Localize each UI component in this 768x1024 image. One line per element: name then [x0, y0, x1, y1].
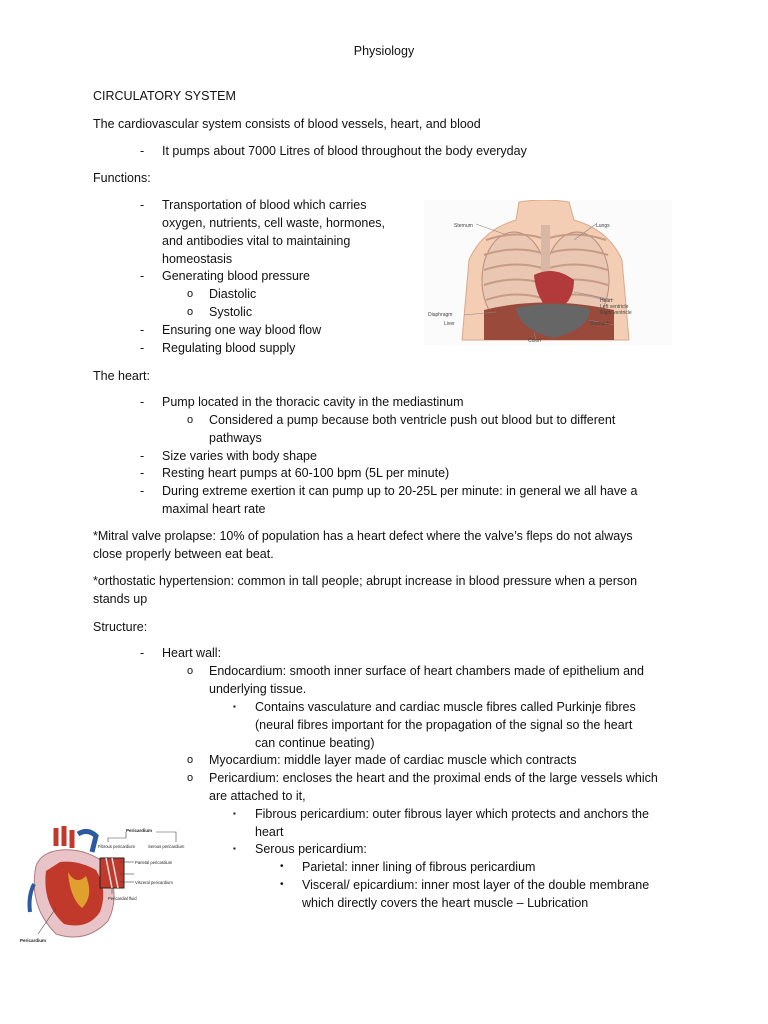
sub-item: are attached to it,: [209, 789, 306, 803]
circle-bullet: o: [187, 754, 194, 766]
thoracic-cavity-figure: [424, 200, 672, 345]
square-bullet: ▪: [233, 809, 236, 818]
note-text: *Mitral valve prolapse: 10% of population has a heart defect where the valve’s fleps do not always: [93, 529, 633, 543]
fig1-label-heart: Heart: [600, 298, 613, 304]
sub-item: pathways: [209, 431, 262, 445]
function-item: Ensuring one way blood flow: [162, 323, 322, 337]
fig2-label-pericardium-bottom: Pericardium: [20, 938, 47, 943]
function-item: Generating blood pressure: [162, 269, 311, 283]
heart-item: Size varies with body shape: [162, 449, 317, 463]
heart-item: Resting heart pumps at 60-100 bpm (5L per minute): [162, 466, 450, 480]
function-item: homeostasis: [162, 252, 233, 266]
dash-bullet: -: [140, 484, 145, 498]
heart-item: During extreme exertion it can pump up to 20-25L per minute: in general we all have a: [162, 484, 638, 498]
sub-item: Considered a pump because both ventricle push out blood but to different: [209, 413, 616, 427]
circle-bullet: o: [187, 288, 194, 300]
note-text: *orthostatic hypertension: common in tall people; abrupt increase in blood pressure when a person: [93, 574, 638, 588]
sub-item: Systolic: [209, 305, 253, 319]
sub-sub-item: (neural fibres important for the propagation of the signal so the heart: [255, 718, 633, 732]
sub-sub-item: heart: [255, 825, 284, 839]
structure-item: Heart wall:: [162, 646, 222, 660]
sub-item: Myocardium: middle layer made of cardiac muscle which contracts: [209, 753, 577, 767]
sub-sub-item: Contains vasculature and cardiac muscle fibres called Purkinje fibres: [255, 700, 636, 714]
sub-sub-item: Fibrous pericardium: outer fibrous layer which protects and anchors the: [255, 807, 649, 821]
dash-bullet: -: [140, 198, 145, 212]
dash-bullet: -: [140, 646, 145, 660]
dash-bullet: -: [140, 466, 145, 480]
fig1-label-right-ventricle: Right ventricle: [600, 310, 632, 316]
fig2-label-visceral: Visceral pericardium: [135, 880, 173, 885]
fig1-label-sternum: Sternum: [454, 223, 473, 229]
dash-bullet: -: [140, 269, 145, 283]
section-heading: CIRCULATORY SYSTEM: [93, 89, 236, 103]
function-item: and antibodies vital to maintaining: [162, 234, 351, 248]
dot-bullet: •: [280, 861, 284, 872]
detail-item: Parietal: inner lining of fibrous pericardium: [302, 860, 536, 874]
structure-heading: Structure:: [93, 620, 148, 634]
sub-item: Pericardium: encloses the heart and the proximal ends of the large vessels which: [209, 771, 658, 785]
fig2-label-parietal: Parietal pericardium: [135, 860, 173, 865]
note-text: close properly between eat beat.: [93, 547, 274, 561]
pericardium-figure: [16, 826, 196, 946]
heart-item: maximal heart rate: [162, 502, 266, 516]
fig2-label-fluid: Pericardial fluid: [108, 896, 137, 901]
fig1-label-colon: Colon: [528, 338, 542, 344]
intro-point: It pumps about 7000 Litres of blood throughout the body everyday: [162, 144, 527, 158]
dash-bullet: -: [140, 449, 145, 463]
dash-bullet: -: [140, 323, 145, 337]
fig1-label-left-ventricle: Left ventricle: [600, 304, 629, 310]
intro-text: The cardiovascular system consists of blood vessels, heart, and blood: [93, 117, 481, 131]
fig1-label-lungs: Lungs: [596, 223, 610, 229]
circle-bullet: o: [187, 306, 194, 318]
fig1-label-liver: Liver: [444, 321, 455, 327]
detail-item: which directly covers the heart muscle – Lubrication: [302, 896, 589, 910]
sub-item: underlying tissue.: [209, 682, 307, 696]
function-item: Regulating blood supply: [162, 341, 296, 355]
fig2-label-serous: Serous pericardium: [148, 844, 185, 849]
square-bullet: ▪: [233, 702, 236, 711]
heart-heading: The heart:: [93, 369, 150, 383]
note-text: stands up: [93, 592, 148, 606]
circle-bullet: o: [187, 414, 194, 426]
square-bullet: ▪: [233, 844, 236, 853]
function-item: oxygen, nutrients, cell waste, hormones,: [162, 216, 386, 230]
dash-bullet: -: [140, 395, 145, 409]
sub-sub-item: can continue beating): [255, 736, 375, 750]
sub-item: Diastolic: [209, 287, 257, 301]
fig2-label-fibrous: Fibrous pericardium: [98, 844, 136, 849]
dash-bullet: -: [140, 341, 145, 355]
circle-bullet: o: [187, 772, 194, 784]
fig1-label-diaphragm: Diaphragm: [428, 312, 453, 318]
page-title: Physiology: [353, 44, 415, 58]
detail-item: Visceral/ epicardium: inner most layer of the double membrane: [302, 878, 650, 892]
functions-heading: Functions:: [93, 171, 151, 185]
dash-bullet: -: [140, 144, 145, 158]
sub-item: Endocardium: smooth inner surface of heart chambers made of epithelium and: [209, 664, 644, 678]
heart-item: Pump located in the thoracic cavity in the mediastinum: [162, 395, 464, 409]
dot-bullet: •: [280, 879, 284, 890]
sub-sub-item: Serous pericardium:: [255, 842, 367, 856]
fig1-label-stomach: Stomach: [590, 321, 610, 327]
circle-bullet: o: [187, 665, 194, 677]
fig2-label-pericardium-top: Pericardium: [126, 828, 153, 833]
function-item: Transportation of blood which carries: [162, 198, 367, 212]
